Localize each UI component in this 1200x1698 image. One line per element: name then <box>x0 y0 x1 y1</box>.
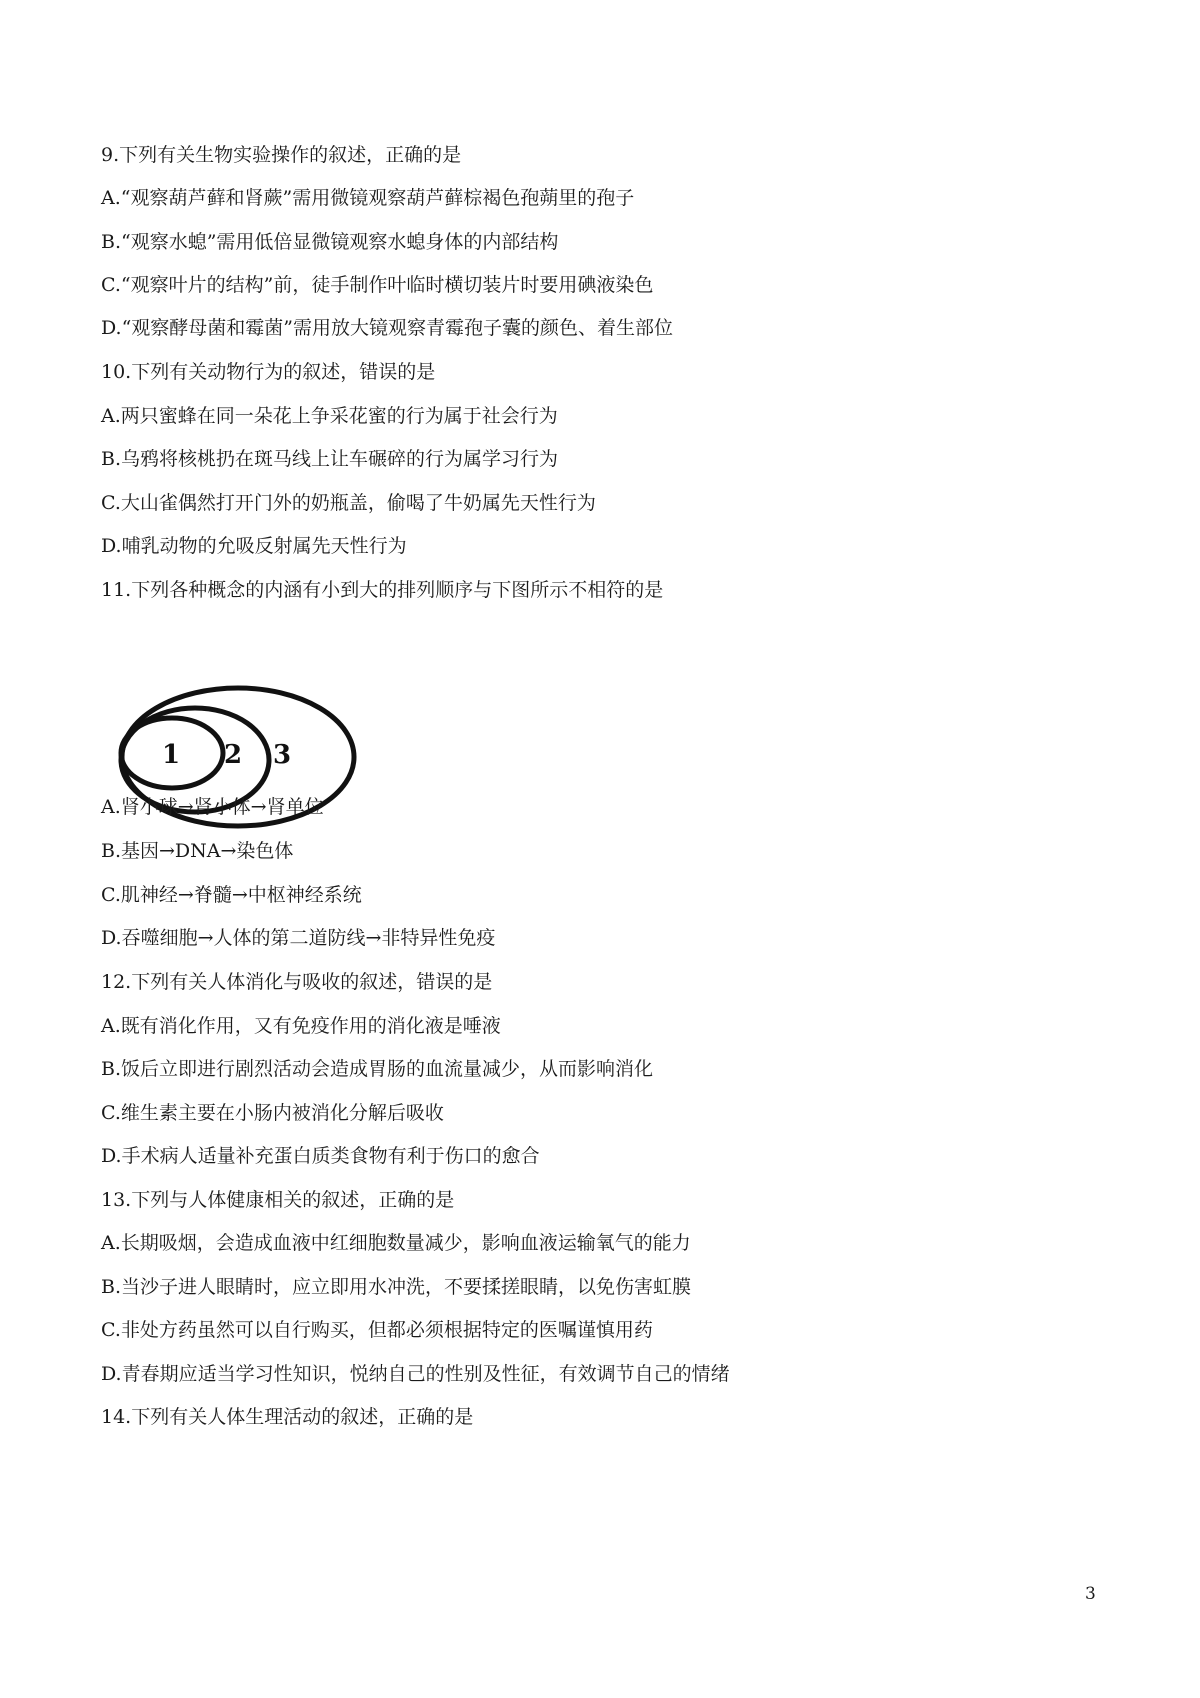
question-10-option-d: D.哺乳动物的允吸反射属先天性行为 <box>101 535 407 557</box>
question-12-stem: 12.下列有关人体消化与吸收的叙述，错误的是 <box>101 971 493 993</box>
question-10-option-a: A.两只蜜蜂在同一朵花上争采花蜜的行为属于社会行为 <box>101 405 558 427</box>
question-10-option-b: B.乌鸦将核桃扔在斑马线上让车碾碎的行为属学习行为 <box>101 448 559 470</box>
question-11-option-a: A.肾小球→肾小体→肾单位 <box>101 796 324 818</box>
diagram-label-3: 3 <box>273 740 292 770</box>
question-9-option-b: B.“观察水螅”需用低倍显微镜观察水螅身体的内部结构 <box>101 231 559 253</box>
question-11-option-d: D.吞噬细胞→人体的第二道防线→非特异性免疫 <box>101 927 496 949</box>
question-13-option-a: A.长期吸烟，会造成血液中红细胞数量减少，影响血液运输氧气的能力 <box>101 1232 691 1254</box>
question-13-option-b: B.当沙子进人眼睛时，应立即用水冲洗，不要揉搓眼睛，以免伤害虹膜 <box>101 1276 692 1298</box>
question-12-option-c: C.维生素主要在小肠内被消化分解后吸收 <box>101 1102 444 1124</box>
question-11-option-b: B.基因→DNA→染色体 <box>101 840 294 862</box>
question-13-option-d: D.青春期应适当学习性知识，悦纳自己的性别及性征，有效调节自己的情绪 <box>101 1363 730 1385</box>
question-11-stem: 11.下列各种概念的内涵有小到大的排列顺序与下图所示不相符的是 <box>101 579 664 601</box>
question-10-option-c: C.大山雀偶然打开门外的奶瓶盖，偷喝了牛奶属先天性行为 <box>101 492 596 514</box>
question-13-option-c: C.非处方药虽然可以自行购买，但都必须根据特定的医嘱谨慎用药 <box>101 1319 653 1341</box>
question-10-stem: 10.下列有关动物行为的叙述，错误的是 <box>101 361 436 383</box>
question-9-stem: 9.下列有关生物实验操作的叙述，正确的是 <box>101 144 462 166</box>
question-9-option-a: A.“观察葫芦藓和肾蕨”需用微镜观察葫芦藓棕褐色孢蒴里的孢子 <box>101 187 635 209</box>
diagram-label-1: 1 <box>162 740 181 770</box>
question-12-option-a: A.既有消化作用，又有免疫作用的消化液是唾液 <box>101 1015 501 1037</box>
diagram-label-2: 2 <box>224 740 243 770</box>
question-13-stem: 13.下列与人体健康相关的叙述，正确的是 <box>101 1189 455 1211</box>
question-9-option-c: C.“观察叶片的结构”前，徒手制作叶临时横切装片时要用碘液染色 <box>101 274 654 296</box>
question-14-stem: 14.下列有关人体生理活动的叙述，正确的是 <box>101 1406 474 1428</box>
question-9-option-d: D.“观察酵母菌和霉菌”需用放大镜观察青霉孢子囊的颜色、着生部位 <box>101 317 674 339</box>
question-12-option-d: D.手术病人适量补充蛋白质类食物有利于伤口的愈合 <box>101 1145 540 1167</box>
question-11-option-c: C.肌神经→脊髓→中枢神经系统 <box>101 884 362 906</box>
question-12-option-b: B.饭后立即进行剧烈活动会造成胃肠的血流量减少，从而影响消化 <box>101 1058 654 1080</box>
page-number: 3 <box>1085 1584 1096 1604</box>
